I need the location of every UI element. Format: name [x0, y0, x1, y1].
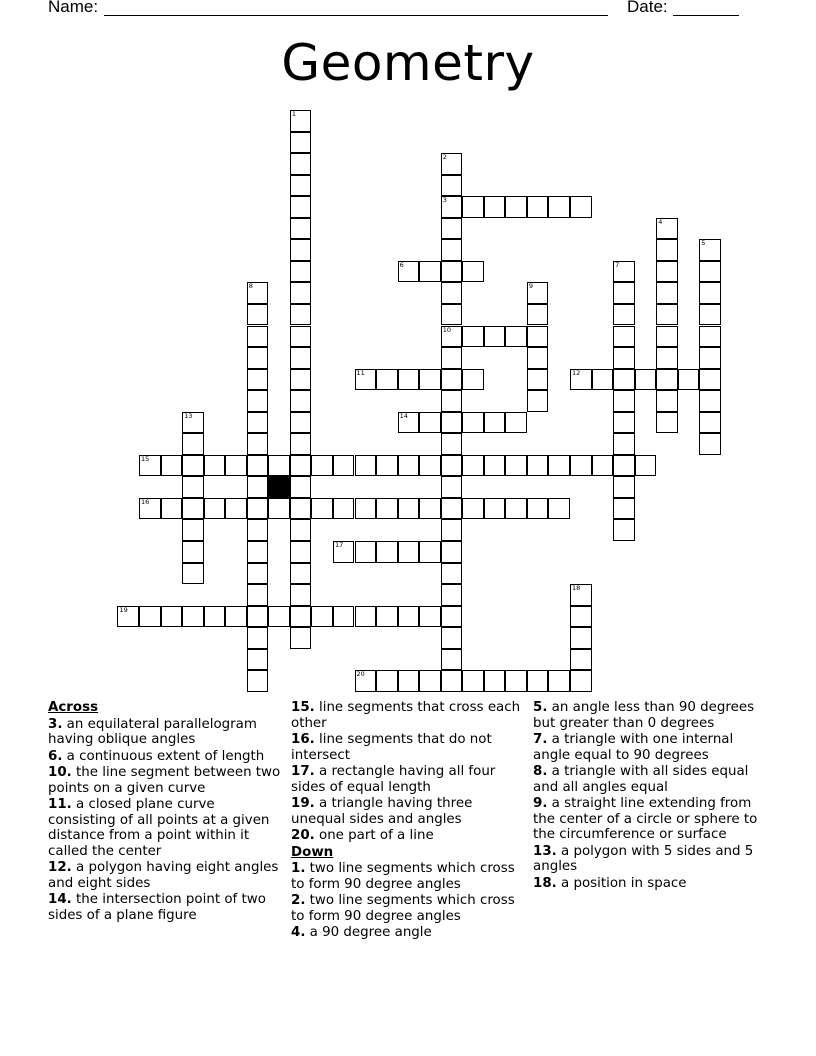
grid-cell[interactable] — [419, 369, 441, 391]
grid-cell[interactable] — [441, 347, 463, 369]
grid-cell[interactable] — [398, 606, 420, 628]
grid-cell[interactable] — [376, 606, 398, 628]
grid-cell[interactable] — [419, 455, 441, 477]
grid-cell[interactable] — [290, 606, 312, 628]
grid-cell[interactable] — [635, 455, 657, 477]
grid-cell[interactable] — [247, 627, 269, 649]
grid-cell[interactable] — [182, 541, 204, 563]
grid-cell[interactable] — [656, 347, 678, 369]
grid-cell[interactable] — [355, 606, 377, 628]
grid-cell[interactable] — [290, 347, 312, 369]
grid-cell[interactable] — [505, 412, 527, 434]
grid-black-square — [268, 476, 290, 498]
grid-cell[interactable] — [656, 390, 678, 412]
across-heading: Across — [48, 700, 99, 715]
clue-down-2: 2. two line segments which cross to form 90 degree angles — [291, 893, 515, 924]
grid-cell[interactable] — [441, 649, 463, 671]
grid-cell[interactable] — [613, 326, 635, 348]
clue-across-12: 12. a polygon having eight angles and eight sides — [48, 860, 279, 891]
grid-cell[interactable] — [484, 498, 506, 520]
grid-cell[interactable] — [139, 498, 161, 520]
grid-cell[interactable] — [398, 541, 420, 563]
grid-cell[interactable] — [161, 606, 183, 628]
clue-across-10: 10. the line segment between two points on a given curve — [48, 765, 281, 796]
clue-across-19: 19. a triangle having three unequal sides and angles — [291, 796, 473, 827]
grid-cell[interactable] — [419, 541, 441, 563]
grid-cell[interactable] — [355, 498, 377, 520]
grid-cell[interactable] — [290, 326, 312, 348]
grid-cell[interactable] — [484, 670, 506, 692]
grid-cell[interactable] — [656, 218, 678, 240]
grid-cell[interactable] — [182, 563, 204, 585]
grid-cell[interactable] — [462, 261, 484, 283]
clue-across-3: 3. an equilateral parallelogram having oblique angles — [48, 716, 257, 747]
clue-across-16: 16. line segments that do not intersect — [291, 732, 492, 763]
grid-cell[interactable] — [613, 347, 635, 369]
clue-across-15: 15. line segments that cross each other — [291, 700, 521, 731]
grid-cell[interactable] — [139, 606, 161, 628]
cell-number: 13 — [184, 411, 193, 420]
grid-cell[interactable] — [699, 390, 721, 412]
name-label: Name: — [48, 0, 99, 16]
grid-cell[interactable] — [225, 455, 247, 477]
page-title: Geometry — [281, 34, 535, 92]
clue-down-7: 7. a triangle with one internal angle equal to 90 degrees — [533, 732, 734, 763]
grid-cell[interactable] — [290, 369, 312, 391]
grid-cell[interactable] — [441, 498, 463, 520]
grid-cell[interactable] — [419, 261, 441, 283]
clue-down-5: 5. an angle less than 90 degrees but greater than 0 degrees — [533, 700, 755, 731]
grid-cell[interactable] — [247, 498, 269, 520]
grid-cell[interactable] — [699, 369, 721, 391]
grid-cell[interactable] — [656, 239, 678, 261]
grid-cell[interactable] — [656, 326, 678, 348]
grid-cell[interactable] — [613, 455, 635, 477]
clue-column-2 — [291, 700, 527, 942]
grid-cell[interactable] — [441, 563, 463, 585]
grid-cell[interactable] — [290, 110, 312, 132]
grid-cell[interactable] — [441, 326, 463, 348]
down-heading: Down — [291, 844, 334, 860]
grid-cell[interactable] — [635, 369, 657, 391]
grid-cell[interactable] — [204, 498, 226, 520]
grid-cell[interactable] — [570, 670, 592, 692]
grid-cell[interactable] — [527, 196, 549, 218]
grid-cell[interactable] — [441, 282, 463, 304]
clue-down-4: 4. a 90 degree angle — [291, 925, 432, 940]
grid-cell[interactable] — [441, 153, 463, 175]
grid-cell[interactable] — [527, 455, 549, 477]
grid-cell[interactable] — [570, 455, 592, 477]
grid-cell[interactable] — [613, 476, 635, 498]
cell-number: 17 — [334, 541, 344, 549]
grid-cell[interactable] — [290, 584, 312, 606]
clue-down-1: 1. two line segments which cross to form 90 degree angles — [291, 861, 515, 892]
grid-cell[interactable] — [441, 670, 463, 692]
clue-down-9: 9. a straight line extending from the center of a circle or sphere to the circumference or surface — [533, 796, 758, 842]
cell-number: 9 — [528, 282, 534, 291]
cell-number: 12 — [572, 368, 581, 377]
grid-cell[interactable] — [505, 455, 527, 477]
cell-number: 15 — [141, 454, 150, 463]
cell-number: 4 — [658, 217, 663, 226]
grid-cell[interactable] — [161, 498, 183, 520]
grid-cell[interactable] — [290, 498, 312, 520]
grid-cell[interactable] — [548, 455, 570, 477]
grid-cell[interactable] — [699, 433, 721, 455]
grid-cell[interactable] — [247, 282, 269, 304]
grid-cell[interactable] — [441, 433, 463, 455]
grid-cell[interactable] — [505, 670, 527, 692]
grid-cell[interactable] — [204, 455, 226, 477]
grid-cell[interactable] — [311, 498, 333, 520]
grid-cell[interactable] — [592, 455, 614, 477]
grid-cell[interactable] — [570, 649, 592, 671]
grid-cell[interactable] — [441, 196, 463, 218]
clue-column-1 — [48, 700, 284, 924]
grid-cell[interactable] — [656, 261, 678, 283]
grid-cell[interactable] — [247, 606, 269, 628]
cell-number: 8 — [248, 282, 253, 291]
grid-cell[interactable] — [462, 326, 484, 348]
grid-cell[interactable] — [527, 390, 549, 412]
grid-cell[interactable] — [290, 175, 312, 197]
grid-cell[interactable] — [548, 670, 570, 692]
grid-cell[interactable] — [247, 476, 269, 498]
grid-cell[interactable] — [548, 196, 570, 218]
grid-cell[interactable] — [441, 455, 463, 477]
grid-cell[interactable] — [699, 326, 721, 348]
grid-cell[interactable] — [182, 455, 204, 477]
grid-cell[interactable] — [182, 498, 204, 520]
grid-cell[interactable] — [247, 519, 269, 541]
grid-cell[interactable] — [613, 304, 635, 326]
grid-cell[interactable] — [247, 369, 269, 391]
grid-cell[interactable] — [441, 606, 463, 628]
grid-cell[interactable] — [398, 455, 420, 477]
grid-cell[interactable] — [462, 196, 484, 218]
clue-down-13: 13. a polygon with 5 sides and 5 angles — [533, 843, 754, 874]
grid-cell[interactable] — [290, 153, 312, 175]
grid-cell[interactable] — [290, 132, 312, 154]
grid-cell[interactable] — [290, 519, 312, 541]
cell-number: 16 — [141, 497, 150, 506]
grid-cell[interactable] — [527, 304, 549, 326]
grid-cell[interactable] — [290, 476, 312, 498]
grid-cell[interactable] — [398, 412, 420, 434]
grid-cell[interactable] — [290, 218, 312, 240]
cell-number: 10 — [442, 325, 451, 334]
grid-cell[interactable] — [505, 196, 527, 218]
grid-cell[interactable] — [290, 196, 312, 218]
grid-cell[interactable] — [527, 282, 549, 304]
grid-cell[interactable] — [225, 606, 247, 628]
grid-cell[interactable] — [376, 455, 398, 477]
grid-cell[interactable] — [182, 476, 204, 498]
grid-cell[interactable] — [441, 541, 463, 563]
grid-cell[interactable] — [355, 455, 377, 477]
grid-cell[interactable] — [441, 519, 463, 541]
grid-cell[interactable] — [225, 498, 247, 520]
grid-cell[interactable] — [441, 175, 463, 197]
grid-cell[interactable] — [699, 239, 721, 261]
grid-cell[interactable] — [613, 369, 635, 391]
grid-cell[interactable] — [376, 498, 398, 520]
grid-cell[interactable] — [333, 606, 355, 628]
grid-cell[interactable] — [268, 606, 290, 628]
grid-cell[interactable] — [398, 498, 420, 520]
grid-cell[interactable] — [182, 519, 204, 541]
grid-cell[interactable] — [441, 412, 463, 434]
grid-cell[interactable] — [355, 541, 377, 563]
cell-number: 18 — [572, 584, 581, 593]
grid-cell[interactable] — [441, 261, 463, 283]
grid-cell[interactable] — [656, 369, 678, 391]
grid-cell[interactable] — [484, 326, 506, 348]
grid-cell[interactable] — [613, 282, 635, 304]
clue-across-20: 20. one part of a line — [291, 828, 434, 843]
grid-cell[interactable] — [419, 412, 441, 434]
grid-cell[interactable] — [441, 476, 463, 498]
grid-cell[interactable] — [355, 369, 377, 391]
grid-cell[interactable] — [290, 282, 312, 304]
grid-cell[interactable] — [268, 455, 290, 477]
cell-number: 6 — [399, 260, 404, 269]
grid-cell[interactable] — [247, 563, 269, 585]
grid-cell[interactable] — [441, 239, 463, 261]
grid-cell[interactable] — [548, 498, 570, 520]
grid-cell[interactable] — [182, 606, 204, 628]
grid-cell[interactable] — [398, 261, 420, 283]
grid-cell[interactable] — [484, 196, 506, 218]
grid-cell[interactable] — [570, 606, 592, 628]
cell-number: 14 — [399, 411, 408, 420]
grid-cell[interactable] — [570, 196, 592, 218]
cell-number: 20 — [356, 670, 365, 679]
grid-cell[interactable] — [333, 455, 355, 477]
grid-cell[interactable] — [699, 412, 721, 434]
grid-cell[interactable] — [613, 498, 635, 520]
grid-cell[interactable] — [290, 412, 312, 434]
grid-cell[interactable] — [247, 541, 269, 563]
grid-cell[interactable] — [699, 347, 721, 369]
grid-cell[interactable] — [462, 498, 484, 520]
grid-cell[interactable] — [247, 649, 269, 671]
grid-cell[interactable] — [376, 670, 398, 692]
grid-cell[interactable] — [462, 455, 484, 477]
clue-across-11: 11. a closed plane curve consisting of all points at a given distance from a point within it called the center — [48, 797, 270, 859]
grid-cell[interactable] — [247, 433, 269, 455]
grid-cell[interactable] — [592, 369, 614, 391]
grid-cell[interactable] — [355, 670, 377, 692]
grid-cell[interactable] — [656, 412, 678, 434]
grid-cell[interactable] — [699, 282, 721, 304]
grid-cell[interactable] — [441, 390, 463, 412]
grid-cell[interactable] — [699, 304, 721, 326]
grid-cell[interactable] — [268, 498, 290, 520]
grid-cell[interactable] — [484, 412, 506, 434]
grid-cell[interactable] — [613, 390, 635, 412]
cell-number: 5 — [701, 239, 706, 248]
grid-cell[interactable] — [441, 627, 463, 649]
grid-cell[interactable] — [290, 304, 312, 326]
clue-across-14: 14. the intersection point of two sides of a plane figure — [48, 892, 266, 923]
grid-cell[interactable] — [290, 390, 312, 412]
cell-number: 1 — [291, 110, 296, 118]
grid-cell[interactable] — [613, 412, 635, 434]
grid-cell[interactable] — [656, 282, 678, 304]
clue-across-6: 6. a continuous extent of length — [48, 748, 265, 764]
grid-cell[interactable] — [678, 369, 700, 391]
grid-cell[interactable] — [484, 455, 506, 477]
grid-cell[interactable] — [570, 627, 592, 649]
grid-cell[interactable] — [311, 606, 333, 628]
grid-cell[interactable] — [419, 670, 441, 692]
cell-number: 2 — [442, 153, 447, 162]
grid-cell[interactable] — [462, 412, 484, 434]
grid-cell[interactable] — [656, 304, 678, 326]
clue-column-3 — [533, 700, 769, 892]
grid-cell[interactable] — [290, 455, 312, 477]
grid-cell[interactable] — [527, 347, 549, 369]
clue-down-8: 8. a triangle with all sides equal and all angles equal — [533, 764, 749, 795]
grid-cell[interactable] — [570, 369, 592, 391]
grid-cell[interactable] — [699, 261, 721, 283]
grid-cell[interactable] — [505, 326, 527, 348]
grid-cell[interactable] — [290, 261, 312, 283]
grid-cell[interactable] — [419, 498, 441, 520]
grid-cell[interactable] — [290, 563, 312, 585]
grid-cell[interactable] — [247, 412, 269, 434]
grid-cell[interactable] — [398, 670, 420, 692]
grid-cell[interactable] — [247, 326, 269, 348]
grid-cell[interactable] — [376, 369, 398, 391]
grid-cell[interactable] — [290, 541, 312, 563]
grid-cell[interactable] — [204, 606, 226, 628]
grid-cell[interactable] — [505, 498, 527, 520]
clue-down-18: 18. a position in space — [533, 875, 687, 891]
date-label: Date: — [627, 0, 668, 16]
grid-cell[interactable] — [527, 369, 549, 391]
grid-cell[interactable] — [290, 627, 312, 649]
grid-cell[interactable] — [247, 390, 269, 412]
grid-cell[interactable] — [182, 412, 204, 434]
grid-cell[interactable] — [290, 239, 312, 261]
grid-cell[interactable] — [182, 433, 204, 455]
grid-cell[interactable] — [311, 455, 333, 477]
grid-cell[interactable] — [376, 541, 398, 563]
grid-cell[interactable] — [247, 347, 269, 369]
grid-cell[interactable] — [441, 369, 463, 391]
grid-cell[interactable] — [117, 606, 139, 628]
grid-cell[interactable] — [139, 455, 161, 477]
cell-number: 19 — [119, 605, 128, 614]
grid-cell[interactable] — [247, 670, 269, 692]
grid-cell[interactable] — [462, 670, 484, 692]
grid-cell[interactable] — [247, 304, 269, 326]
grid-cell[interactable] — [290, 433, 312, 455]
grid-cell[interactable] — [527, 498, 549, 520]
grid-cell[interactable] — [613, 261, 635, 283]
grid-cell[interactable] — [333, 498, 355, 520]
grid-cell[interactable] — [613, 433, 635, 455]
grid-cell[interactable] — [441, 584, 463, 606]
grid-cell[interactable] — [570, 584, 592, 606]
grid-cell[interactable] — [613, 519, 635, 541]
grid-cell[interactable] — [419, 606, 441, 628]
grid-cell[interactable] — [333, 541, 355, 563]
grid-cell[interactable] — [441, 218, 463, 240]
cell-number: 11 — [356, 368, 365, 377]
grid-cell[interactable] — [527, 670, 549, 692]
cell-number: 3 — [442, 196, 447, 205]
clue-across-17: 17. a rectangle having all four sides of equal length — [291, 764, 496, 795]
grid-cell[interactable] — [161, 455, 183, 477]
grid-cell[interactable] — [247, 455, 269, 477]
grid-cell[interactable] — [247, 584, 269, 606]
grid-cell[interactable] — [398, 369, 420, 391]
grid-cell[interactable] — [441, 304, 463, 326]
grid-cell[interactable] — [462, 369, 484, 391]
cell-number: 7 — [615, 260, 620, 269]
grid-cell[interactable] — [527, 326, 549, 348]
